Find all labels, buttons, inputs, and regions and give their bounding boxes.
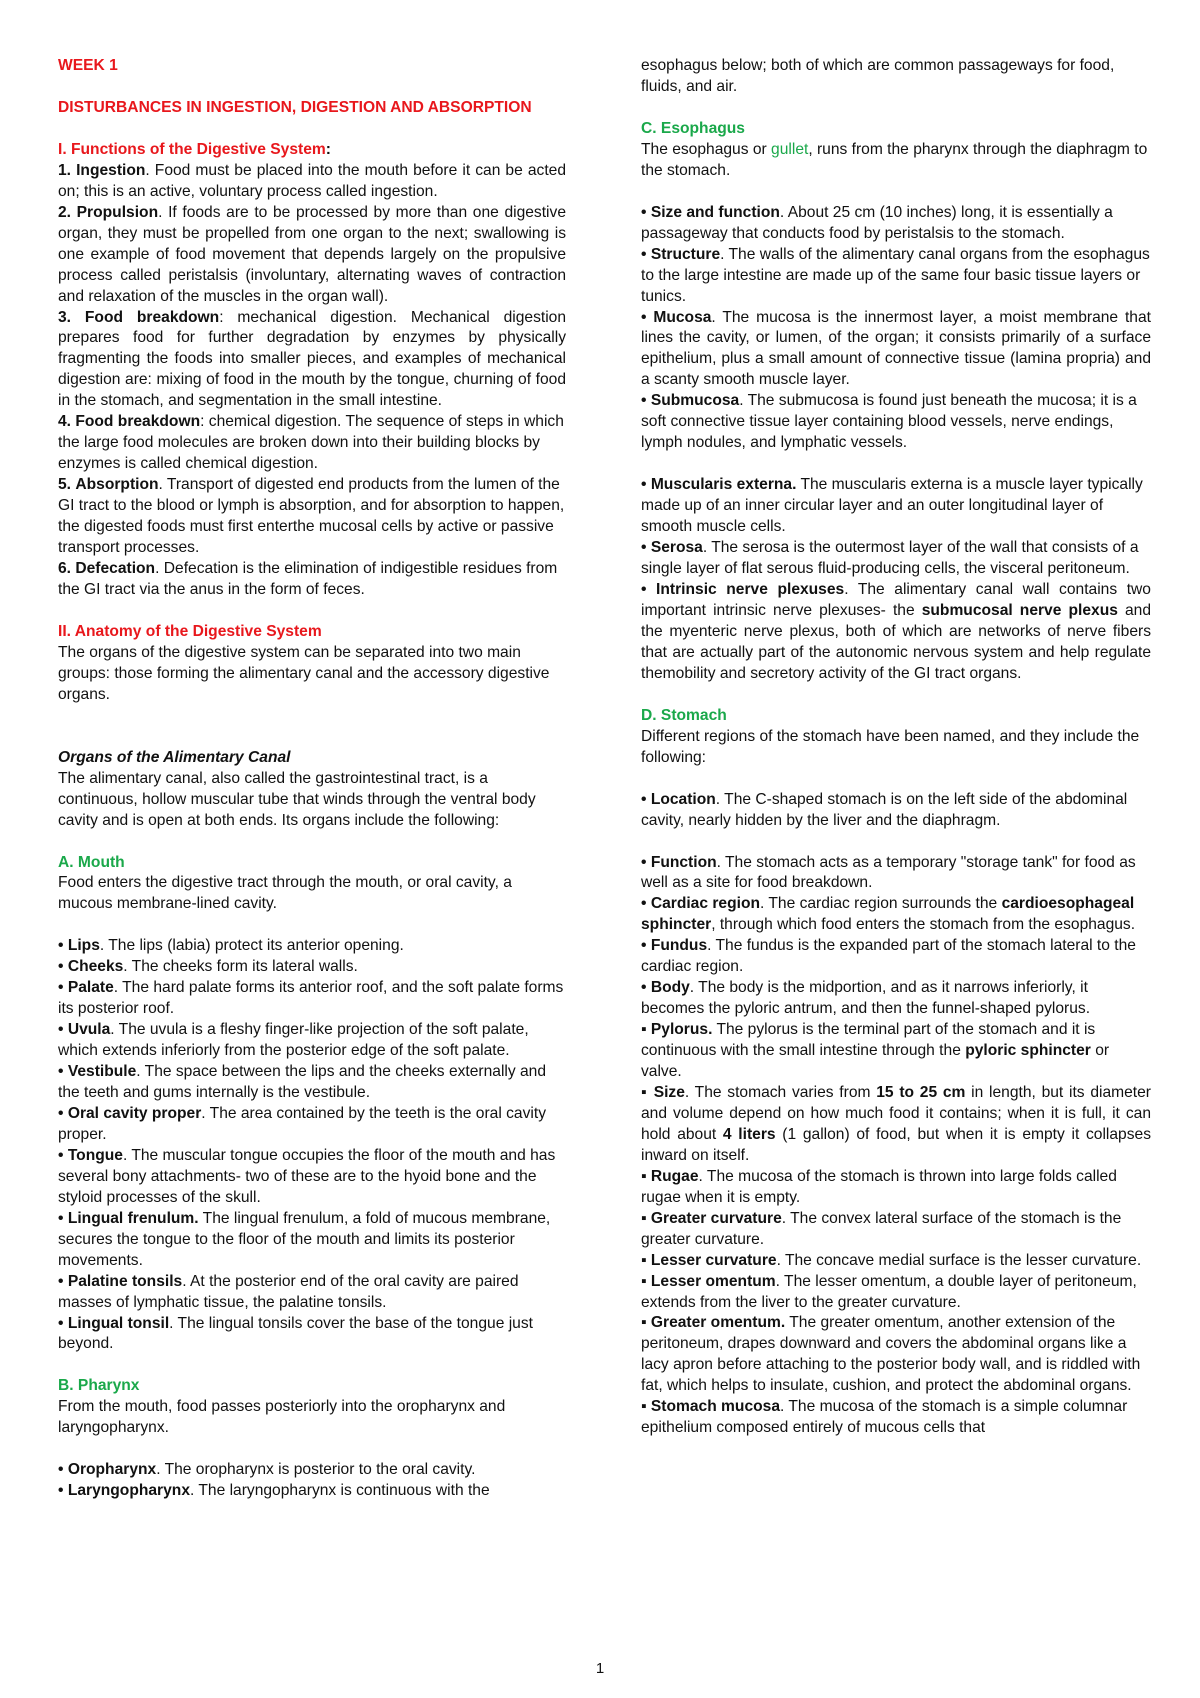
item-term: Submucosa bbox=[650, 392, 740, 410]
pharynx-continuation: esophagus below; both of which are common passageways for food, fluids, and air. bbox=[641, 57, 1115, 95]
stomach-item bbox=[641, 894, 1151, 936]
item-term: Laryngopharynx bbox=[67, 1482, 190, 1500]
item-term: Vestibule bbox=[67, 1063, 137, 1081]
mouth-intro: Food enters the digestive tract through the mouth, or oral cavity, a mucous membrane-lined cavity. bbox=[58, 874, 512, 913]
esophagus-item bbox=[641, 475, 1151, 538]
item-term: Rugae bbox=[650, 1167, 699, 1185]
stomach-item bbox=[641, 1272, 1151, 1314]
item-text: (1 gallon) of food, but when it is empty it collapses inward on itself. bbox=[641, 1125, 1151, 1164]
esophagus-item bbox=[641, 538, 1151, 580]
bullet: • bbox=[641, 245, 647, 263]
stomach-item bbox=[641, 1209, 1151, 1251]
item-text: . Food must be placed into the mouth before it can be acted on; this is an active, voluntary process called ingestion. bbox=[58, 161, 566, 200]
item-text: . About 25 cm (10 inches) long, it is essentially a passageway that conducts food by peristalsis to the stomach. bbox=[641, 203, 1113, 242]
item-term: Oral cavity proper bbox=[67, 1104, 202, 1122]
anatomy-intro: The organs of the digestive system can be separated into two main groups: those forming the alimentary canal and the accessory digestive organs. bbox=[58, 643, 550, 703]
item-term: Intrinsic nerve plexuses bbox=[656, 580, 845, 598]
bullet: • bbox=[58, 1314, 64, 1332]
item-term: Greater omentum. bbox=[650, 1314, 786, 1332]
bullet: • bbox=[58, 1146, 64, 1164]
bullet: • bbox=[58, 937, 64, 955]
bullet: ▪ bbox=[641, 1021, 647, 1039]
item-text: . The convex lateral surface of the stomach is the greater curvature. bbox=[641, 1209, 1122, 1248]
section-heading-functions bbox=[58, 140, 566, 161]
week-label: WEEK 1 bbox=[58, 57, 118, 74]
item-text: . The walls of the alimentary canal organs from the esophagus to the large intestine are made up of the same four basic tissue layers or tunics. bbox=[641, 245, 1150, 305]
item-text: and the myenteric nerve plexus, both of which are networks of nerve fibers that are actually part of the autonomic nervous system and help regulate themobility and secretory activity of the GI tract organs. bbox=[641, 601, 1151, 682]
bullet: • bbox=[58, 1209, 64, 1227]
function-item bbox=[58, 412, 566, 475]
stomach-intro: Different regions of the stomach have been named, and they include the following: bbox=[641, 727, 1140, 766]
item-term: Greater curvature bbox=[650, 1209, 782, 1227]
item-term: Muscularis externa. bbox=[650, 476, 797, 494]
stomach-item bbox=[641, 1397, 1151, 1439]
bullet: • bbox=[641, 937, 647, 955]
pharynx-item bbox=[58, 1481, 566, 1502]
item-text: . The hard palate forms its anterior roof, and the soft palate forms its posterior roof. bbox=[58, 979, 564, 1018]
item-term: Lips bbox=[67, 937, 100, 955]
item-text: in length, but its diameter and volume depend on how much food it contains; when it is full, it can hold about bbox=[641, 1083, 1151, 1143]
function-item bbox=[58, 203, 566, 308]
item-term: Cheeks bbox=[67, 958, 124, 976]
item-term: 4 liters bbox=[722, 1125, 776, 1143]
item-term: Serosa bbox=[650, 539, 703, 557]
bullet: • bbox=[641, 539, 647, 557]
item-term: Tongue bbox=[67, 1146, 123, 1164]
page-number: 1 bbox=[595, 1660, 605, 1677]
item-text: or valve. bbox=[641, 1042, 1110, 1081]
item-text: . The body is the midportion, and as it narrows inferiorly, it becomes the pyloric antrum, and then the funnel-shaped pylorus. bbox=[641, 979, 1091, 1018]
function-item bbox=[58, 308, 566, 413]
item-text: : chemical digestion. The sequence of steps in which the large food molecules are broken down into their building blocks by enzymes is called chemical digestion. bbox=[58, 413, 564, 473]
stomach-item bbox=[641, 1251, 1151, 1272]
item-text: . The lesser omentum, a double layer of peritoneum, extends from the liver to the greater curvature. bbox=[641, 1272, 1137, 1311]
mouth-item bbox=[58, 1272, 566, 1314]
item-term: Food breakdown bbox=[84, 308, 220, 326]
mouth-item bbox=[58, 1062, 566, 1104]
bullet: ▪ bbox=[641, 1314, 647, 1332]
item-text: : mechanical digestion. Mechanical digestion prepares food for further degradation by enzymes by physically fragmenting the foods into smaller pieces, and examples of mechanical digestion are: mixing of food in the mouth by the tongue, churning of food in the stomach, and segmentation in the small intestine. bbox=[58, 308, 567, 410]
item-text: . If foods are to be processed by more than one digestive organ, they must be propelled from one organ to the next; swallowing is one example of food movement that depends largely on the propulsive process called peristalsis (involuntary, alternating waves of contraction and relaxation of the muscles in the organ wall). bbox=[58, 203, 566, 305]
item-term: Palate bbox=[67, 979, 114, 997]
esophagus-intro bbox=[641, 140, 1151, 182]
function-item bbox=[58, 475, 566, 559]
mouth-item bbox=[58, 1020, 566, 1062]
item-term: Location bbox=[650, 790, 716, 808]
item-text: , through which food enters the stomach from the esophagus. bbox=[711, 916, 1136, 934]
item-term: Function bbox=[650, 853, 717, 871]
stomach-item bbox=[641, 1083, 1151, 1167]
item-number: 1. bbox=[58, 161, 72, 179]
heading-mouth: A. Mouth bbox=[58, 853, 125, 871]
subheading-alimentary-canal: Organs of the Alimentary Canal bbox=[58, 748, 291, 766]
intro-text: , runs from the pharynx through the diaphragm to the stomach. bbox=[641, 140, 1148, 179]
left-column bbox=[58, 56, 566, 1502]
item-term: Propulsion bbox=[76, 203, 159, 221]
item-text: . The oropharynx is posterior to the oral cavity. bbox=[156, 1461, 476, 1479]
pharynx-intro: From the mouth, food passes posteriorly into the oropharynx and laryngopharynx. bbox=[58, 1398, 506, 1437]
item-term: cardioesophageal sphincter bbox=[641, 895, 1135, 934]
bullet: • bbox=[641, 392, 647, 410]
item-text: . The lips (labia) protect its anterior opening. bbox=[99, 937, 404, 955]
item-number: 5. bbox=[58, 476, 72, 494]
heading-esophagus: C. Esophagus bbox=[641, 119, 745, 137]
alimentary-intro: The alimentary canal, also called the gastrointestinal tract, is a continuous, hollow muscular tube that winds through the ventral body cavity and is open at both ends. Its organs include the following: bbox=[58, 769, 536, 829]
bullet: • bbox=[58, 1063, 64, 1081]
stomach-item bbox=[641, 1313, 1151, 1397]
item-term: Uvula bbox=[67, 1021, 111, 1039]
esophagus-item bbox=[641, 580, 1151, 685]
section-heading-anatomy: II. Anatomy of the Digestive System bbox=[58, 622, 322, 640]
pharynx-item bbox=[58, 1460, 566, 1481]
item-text: . The concave medial surface is the lesser curvature. bbox=[776, 1251, 1142, 1269]
bullet: • bbox=[641, 476, 647, 494]
document-title: DISTURBANCES IN INGESTION, DIGESTION AND ABSORPTION bbox=[58, 98, 532, 116]
bullet: • bbox=[58, 1021, 64, 1039]
item-term: Pylorus. bbox=[650, 1021, 713, 1039]
item-text: The pylorus is the terminal part of the stomach and it is continuous with the small intestine through the bbox=[641, 1021, 1096, 1060]
heading-text: I. Functions of the Digestive System bbox=[58, 140, 326, 158]
item-term: submucosal nerve plexus bbox=[921, 601, 1118, 619]
mouth-item bbox=[58, 978, 566, 1020]
bullet: • bbox=[641, 790, 647, 808]
item-text: The greater omentum, another extension of the peritoneum, drapes downward and covers the abdominal organs like a lacy apron before attaching to the posterior body wall, and is riddled with fat, which helps to insulate, cushion, and protect the abdominal organs. bbox=[641, 1314, 1141, 1395]
bullet: • bbox=[58, 979, 64, 997]
item-text: . Transport of digested end products from the lumen of the GI tract to the blood or lymph is absorption, and for absorption to happen, the digested foods must first enterthe mucosal cells by active or passive transport processes. bbox=[58, 476, 565, 557]
item-text: . The muscular tongue occupies the floor of the mouth and has several bony attachments- two of these are to the hyoid bone and the styloid processes of the skull. bbox=[58, 1146, 556, 1206]
item-term: 15 to 25 cm bbox=[876, 1083, 966, 1101]
item-term: Lingual frenulum. bbox=[67, 1209, 199, 1227]
item-text: . The lingual tonsils cover the base of the tongue just beyond. bbox=[58, 1314, 533, 1353]
item-text: . The alimentary canal wall contains two important intrinsic nerve plexuses- the bbox=[641, 580, 1151, 619]
item-text: . The cardiac region surrounds the bbox=[760, 895, 1002, 913]
item-text: . Defecation is the elimination of indigestible residues from the GI tract via the anus in the form of feces. bbox=[58, 559, 558, 598]
bullet: • bbox=[641, 203, 647, 221]
stomach-item bbox=[641, 1167, 1151, 1209]
bullet: • bbox=[58, 1482, 64, 1500]
item-number: 2. bbox=[58, 203, 72, 221]
bullet: ▪ bbox=[641, 1167, 647, 1185]
stomach-item bbox=[641, 853, 1151, 895]
mouth-item bbox=[58, 1314, 566, 1356]
heading-pharynx: B. Pharynx bbox=[58, 1377, 140, 1395]
item-text: . The serosa is the outermost layer of the wall that consists of a single layer of flat serous fluid-producing cells, the visceral peritoneum. bbox=[641, 539, 1139, 578]
item-term: Food breakdown bbox=[75, 413, 201, 431]
item-text: . The stomach acts as a temporary "storage tank" for food as well as a site for food breakdown. bbox=[641, 853, 1136, 892]
bullet: ▪ bbox=[641, 1083, 648, 1101]
item-number: 6. bbox=[58, 559, 72, 577]
item-term: Size and function bbox=[650, 203, 780, 221]
bullet: ▪ bbox=[641, 1398, 647, 1416]
item-term: Ingestion bbox=[76, 161, 146, 179]
item-text: . The fundus is the expanded part of the stomach lateral to the cardiac region. bbox=[641, 937, 1136, 976]
intro-text: The esophagus or bbox=[641, 140, 772, 158]
mouth-item bbox=[58, 1104, 566, 1146]
item-term: Lingual tonsil bbox=[67, 1314, 170, 1332]
item-text: The muscularis externa is a muscle layer typically made up of an inner circular layer and an outer longitudinal layer of smooth muscle cells. bbox=[641, 476, 1143, 536]
bullet: ▪ bbox=[641, 1209, 647, 1227]
bullet: • bbox=[641, 308, 647, 326]
item-text: . The submucosa is found just beneath the mucosa; it is a soft connective tissue layer containing blood vessels, nerve endings, lymph nodules, and lymphatic vessels. bbox=[641, 392, 1137, 452]
item-number: 4. bbox=[58, 413, 72, 431]
bullet: • bbox=[58, 1461, 64, 1479]
item-term: Oropharynx bbox=[67, 1461, 157, 1479]
stomach-item bbox=[641, 978, 1151, 1020]
item-text: . The C-shaped stomach is on the left side of the abdominal cavity, nearly hidden by the liver and the diaphragm. bbox=[641, 790, 1128, 829]
item-text: . The mucosa is the innermost layer, a moist membrane that lines the cavity, or lumen, of the organ; it consists primarily of a surface epithelium, plus a small amount of connective tissue (lamina propria) and a scanty smooth muscle layer. bbox=[641, 308, 1151, 389]
mouth-item bbox=[58, 1146, 566, 1209]
item-term: Cardiac region bbox=[650, 895, 760, 913]
item-term: Lesser omentum bbox=[650, 1272, 776, 1290]
esophagus-item bbox=[641, 245, 1151, 308]
item-text: . At the posterior end of the oral cavity are paired masses of lymphatic tissue, the palatine tonsils. bbox=[58, 1272, 519, 1311]
bullet: • bbox=[641, 853, 647, 871]
bullet: ▪ bbox=[641, 1272, 647, 1290]
gullet-term: gullet bbox=[771, 140, 809, 158]
item-term: Fundus bbox=[650, 937, 708, 955]
bullet: • bbox=[641, 895, 647, 913]
mouth-item bbox=[58, 1209, 566, 1272]
item-text: . The mucosa of the stomach is a simple columnar epithelium composed entirely of mucous cells that bbox=[641, 1398, 1128, 1437]
esophagus-item bbox=[641, 391, 1151, 454]
esophagus-item bbox=[641, 308, 1151, 392]
item-text: . The space between the lips and the cheeks externally and the teeth and gums internally is the vestibule. bbox=[58, 1063, 547, 1102]
item-number: 3. bbox=[58, 308, 72, 326]
function-item bbox=[58, 559, 566, 601]
bullet: • bbox=[58, 958, 64, 976]
bullet: • bbox=[58, 1104, 64, 1122]
stomach-item bbox=[641, 1020, 1151, 1083]
function-item bbox=[58, 161, 566, 203]
item-term: Stomach mucosa bbox=[650, 1398, 780, 1416]
bullet: • bbox=[641, 979, 647, 997]
heading-colon: : bbox=[325, 140, 331, 158]
item-text: . The laryngopharynx is continuous with the bbox=[190, 1482, 490, 1500]
item-term: Body bbox=[650, 979, 690, 997]
item-term: Mucosa bbox=[653, 308, 712, 326]
bullet: • bbox=[58, 1272, 64, 1290]
item-term: Size bbox=[653, 1083, 685, 1101]
stomach-item bbox=[641, 790, 1151, 832]
item-term: Palatine tonsils bbox=[67, 1272, 183, 1290]
item-term: Structure bbox=[650, 245, 721, 263]
item-text: . The uvula is a fleshy finger-like projection of the soft palate, which extends inferiorly from the posterior edge of the soft palate. bbox=[58, 1021, 529, 1060]
item-text: . The stomach varies from bbox=[684, 1083, 877, 1101]
stomach-item bbox=[641, 936, 1151, 978]
mouth-item bbox=[58, 957, 566, 978]
heading-stomach: D. Stomach bbox=[641, 706, 727, 724]
item-term: pyloric sphincter bbox=[965, 1042, 1091, 1060]
bullet: ▪ bbox=[641, 1251, 647, 1269]
item-text: . The area contained by the teeth is the oral cavity proper. bbox=[58, 1104, 546, 1143]
right-column bbox=[641, 56, 1151, 1439]
esophagus-item bbox=[641, 203, 1151, 245]
item-term: Defecation bbox=[75, 559, 156, 577]
mouth-item bbox=[58, 936, 566, 957]
item-term: Absorption bbox=[75, 476, 159, 494]
item-term: Lesser curvature bbox=[650, 1251, 777, 1269]
bullet: • bbox=[641, 580, 647, 598]
item-text: The lingual frenulum, a fold of mucous membrane, secures the tongue to the floor of the mouth and limits its posterior movements. bbox=[58, 1209, 551, 1269]
item-text: . The cheeks form its lateral walls. bbox=[123, 958, 358, 976]
item-text: . The mucosa of the stomach is thrown into large folds called rugae when it is empty. bbox=[641, 1167, 1117, 1206]
